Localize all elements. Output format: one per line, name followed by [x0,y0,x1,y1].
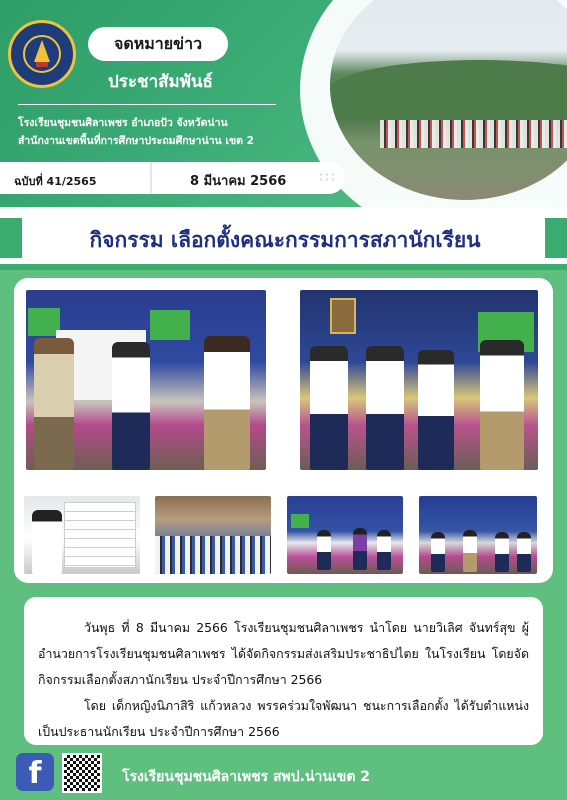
student-figure [353,528,367,570]
tally-board [64,502,136,568]
issue-bar-separator [150,162,152,194]
headline-strip-left [0,218,22,258]
photo-students [380,120,567,148]
facebook-icon[interactable] [16,753,54,791]
student-figure [34,338,74,470]
photo-hill [330,60,567,120]
photo-stage-lineup [287,496,403,574]
headline-strip-right [545,218,567,258]
newsletter-subtitle: ประชาสัมพันธ์ [108,72,213,92]
photo-students-seated [155,496,271,574]
qr-code-icon [62,753,102,793]
paragraph-2-text: โดย เด็กหญิงนิภาสิริ แก้วหลวง พรรคร่วมใจพัฒนา ชนะการเลือกตั้ง ได้รับตำแหน่งเป็นประธานนักเรียน ประจำปีการศึกษา 2566 [38,698,529,739]
student-figure [480,340,524,470]
article-paragraph-2 [38,693,529,745]
headline-rule [0,264,567,270]
student-figure [32,510,62,574]
facebook-glyph: f [28,756,42,791]
article-paragraph-1 [38,615,529,693]
photo-vote-count-board [24,496,140,574]
student-figure [204,336,250,470]
issue-date: 8 มีนาคม 2566 [190,174,287,189]
portrait-frame [330,298,356,334]
student-figure [317,530,331,570]
student-figure [366,346,404,470]
student-figure [377,530,391,570]
student-figure [112,342,150,470]
student-figure [517,532,531,572]
photo-candidates-right [300,290,538,470]
article-text-panel [24,597,543,745]
school-emblem-icon [22,32,62,76]
office-name: สำนักงานเขตพื้นที่การศึกษาประถมศึกษาน่าน เขต 2 [18,135,254,147]
ballot-box [291,514,309,528]
ballot-box [150,310,190,340]
student-figure [310,346,348,470]
school-name: โรงเรียนชุมชนศิลาเพชร อำเภอปัว จังหวัดน่าน [18,117,228,129]
student-figure [418,350,454,470]
student-figure [431,532,445,572]
school-logo [8,20,76,88]
dots-decoration [318,172,336,182]
photo-candidates-left [26,290,266,470]
header-divider [18,104,276,105]
student-figure [463,530,477,572]
facebook-page-name[interactable]: โรงเรียนชุมชนศิลาเพชร สพป.น่านเขต 2 [122,769,371,785]
photo-stage-group [419,496,537,574]
newsletter-title: จดหมายข่าว [88,27,228,61]
paragraph-1-text: วันพุธ ที่ 8 มีนาคม 2566 โรงเรียนชุมชนศิลาเพชร นำโดย นายวิเลิศ จันทร์สุข ผู้อำนวยการโรงเรียนชุมชนศิลาเพชร ได้จัดกิจกรรมส่งเสริมประชาธิปไตย ในโรงเรียน โดยจัดกิจกรรมเลือกตั้งสภานักเรียน ประจำปีการศึกษา 2566 [38,620,529,687]
student-figure [495,532,509,572]
issue-number: ฉบับที่ 41/2565 [14,175,97,188]
seated-students [155,536,271,574]
headline: กิจกรรม เลือกตั้งคณะกรรมการสภานักเรียน [89,228,481,252]
